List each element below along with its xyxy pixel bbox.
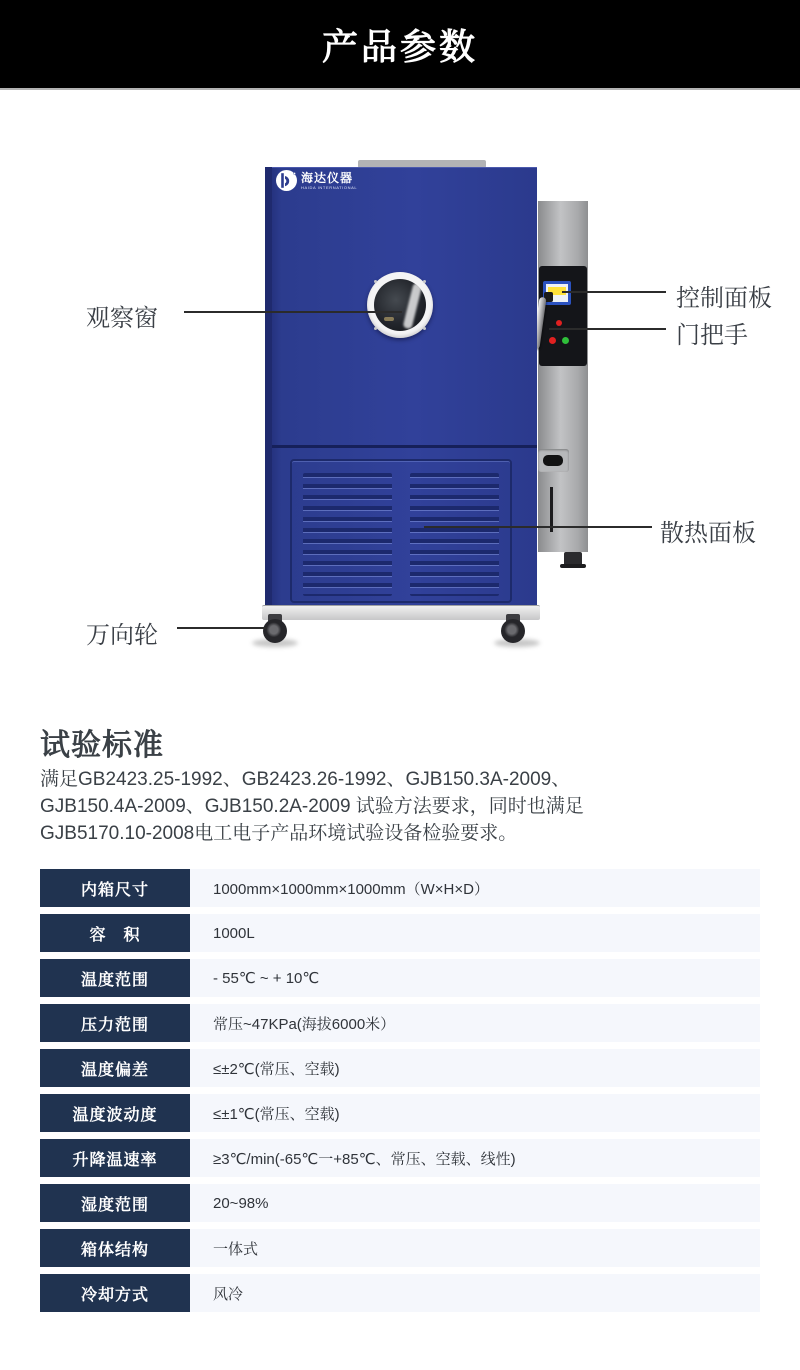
spec-value: 20~98% (190, 1184, 760, 1222)
spec-table-row (40, 1094, 760, 1132)
screw-icon (374, 327, 377, 330)
recessed-pull-slot (543, 455, 563, 466)
spec-table-row (40, 1049, 760, 1087)
spec-table (40, 869, 760, 1319)
spec-table-row (40, 1139, 760, 1177)
spec-table-row (40, 1274, 760, 1312)
spec-value: ≤±2℃(常压、空载) (190, 1049, 760, 1087)
callout-heat-panel: 散热面板 (660, 520, 756, 547)
spec-label: 温度范围 (40, 959, 190, 997)
callout-line-door-handle (549, 328, 666, 330)
spec-table-row (40, 869, 760, 907)
indicator-red (549, 337, 556, 344)
callout-line-heat-panel (424, 526, 652, 528)
standards-paragraph (40, 766, 680, 847)
callout-observation-window: 观察窗 (86, 305, 158, 332)
spec-table-row (40, 1004, 760, 1042)
page-title: 产品参数 (321, 25, 478, 67)
observation-window-glass (374, 279, 426, 331)
page-header (0, 0, 800, 88)
spec-table-row (40, 914, 760, 952)
cabinet-foot-base (560, 564, 586, 568)
spec-label: 箱体结构 (40, 1229, 190, 1267)
callout-caster: 万向轮 (86, 622, 158, 649)
spec-label: 容 积 (40, 914, 190, 952)
spec-value: ≥3℃/min(-65℃一+85℃、常压、空载、线性) (190, 1139, 760, 1177)
chamber-left-edge (265, 167, 272, 605)
brand-logo-icon (276, 170, 297, 191)
spec-value: 1000mm×1000mm×1000mm（W×H×D） (190, 869, 760, 907)
indicator-green (562, 337, 569, 344)
machine-base (262, 605, 540, 620)
spec-value: - 55℃ ~ + 10℃ (190, 959, 760, 997)
callout-line-caster (177, 627, 267, 629)
standards-heading: 试验标准 (40, 729, 164, 762)
screw-icon (423, 280, 426, 283)
brand-subtitle: HAIDA INTERNATIONAL (301, 185, 358, 190)
spec-table-row (40, 1184, 760, 1222)
standards-line-3: GJB5170.10-2008电工电子产品环境试验设备检验要求。 (40, 823, 518, 844)
vent-louvers-left (303, 473, 392, 596)
spec-table-row (40, 959, 760, 997)
callout-door-handle: 门把手 (676, 322, 748, 349)
machine-side-cabinet (538, 201, 588, 552)
spec-label: 冷却方式 (40, 1274, 190, 1312)
spec-label: 湿度范围 (40, 1184, 190, 1222)
standards-line-2: GJB150.4A-2009、GJB150.2A-2009 试验方法要求，同时也满足 (40, 796, 584, 817)
spec-value: ≤±1℃(常压、空载) (190, 1094, 760, 1132)
spec-value: 1000L (190, 914, 760, 952)
glass-reflection (384, 317, 394, 321)
caster-wheel (263, 619, 287, 643)
screw-icon (374, 280, 377, 283)
spec-value: 风冷 (190, 1274, 760, 1312)
vent-louvers-right (410, 473, 499, 596)
screw-icon (423, 327, 426, 330)
spec-value: 常压~47KPa(海拔6000米） (190, 1004, 760, 1042)
spec-label: 升降温速率 (40, 1139, 190, 1177)
standards-line-1: 满足GB2423.25-1992、GB2423.26-1992、GJB150.3A-2009、 (40, 769, 571, 790)
brand-name: 海达仪器 (301, 171, 354, 185)
indicator-red-small (556, 320, 562, 326)
spec-label: 压力范围 (40, 1004, 190, 1042)
caster-wheel (501, 619, 525, 643)
spec-table-row (40, 1229, 760, 1267)
spec-label: 内箱尺寸 (40, 869, 190, 907)
spec-value: 一体式 (190, 1229, 760, 1267)
callout-control-panel: 控制面板 (676, 285, 772, 312)
spec-label: 温度波动度 (40, 1094, 190, 1132)
callout-line-control-panel (562, 291, 666, 293)
spec-label: 温度偏差 (40, 1049, 190, 1087)
callout-line-observation-window (184, 311, 402, 313)
